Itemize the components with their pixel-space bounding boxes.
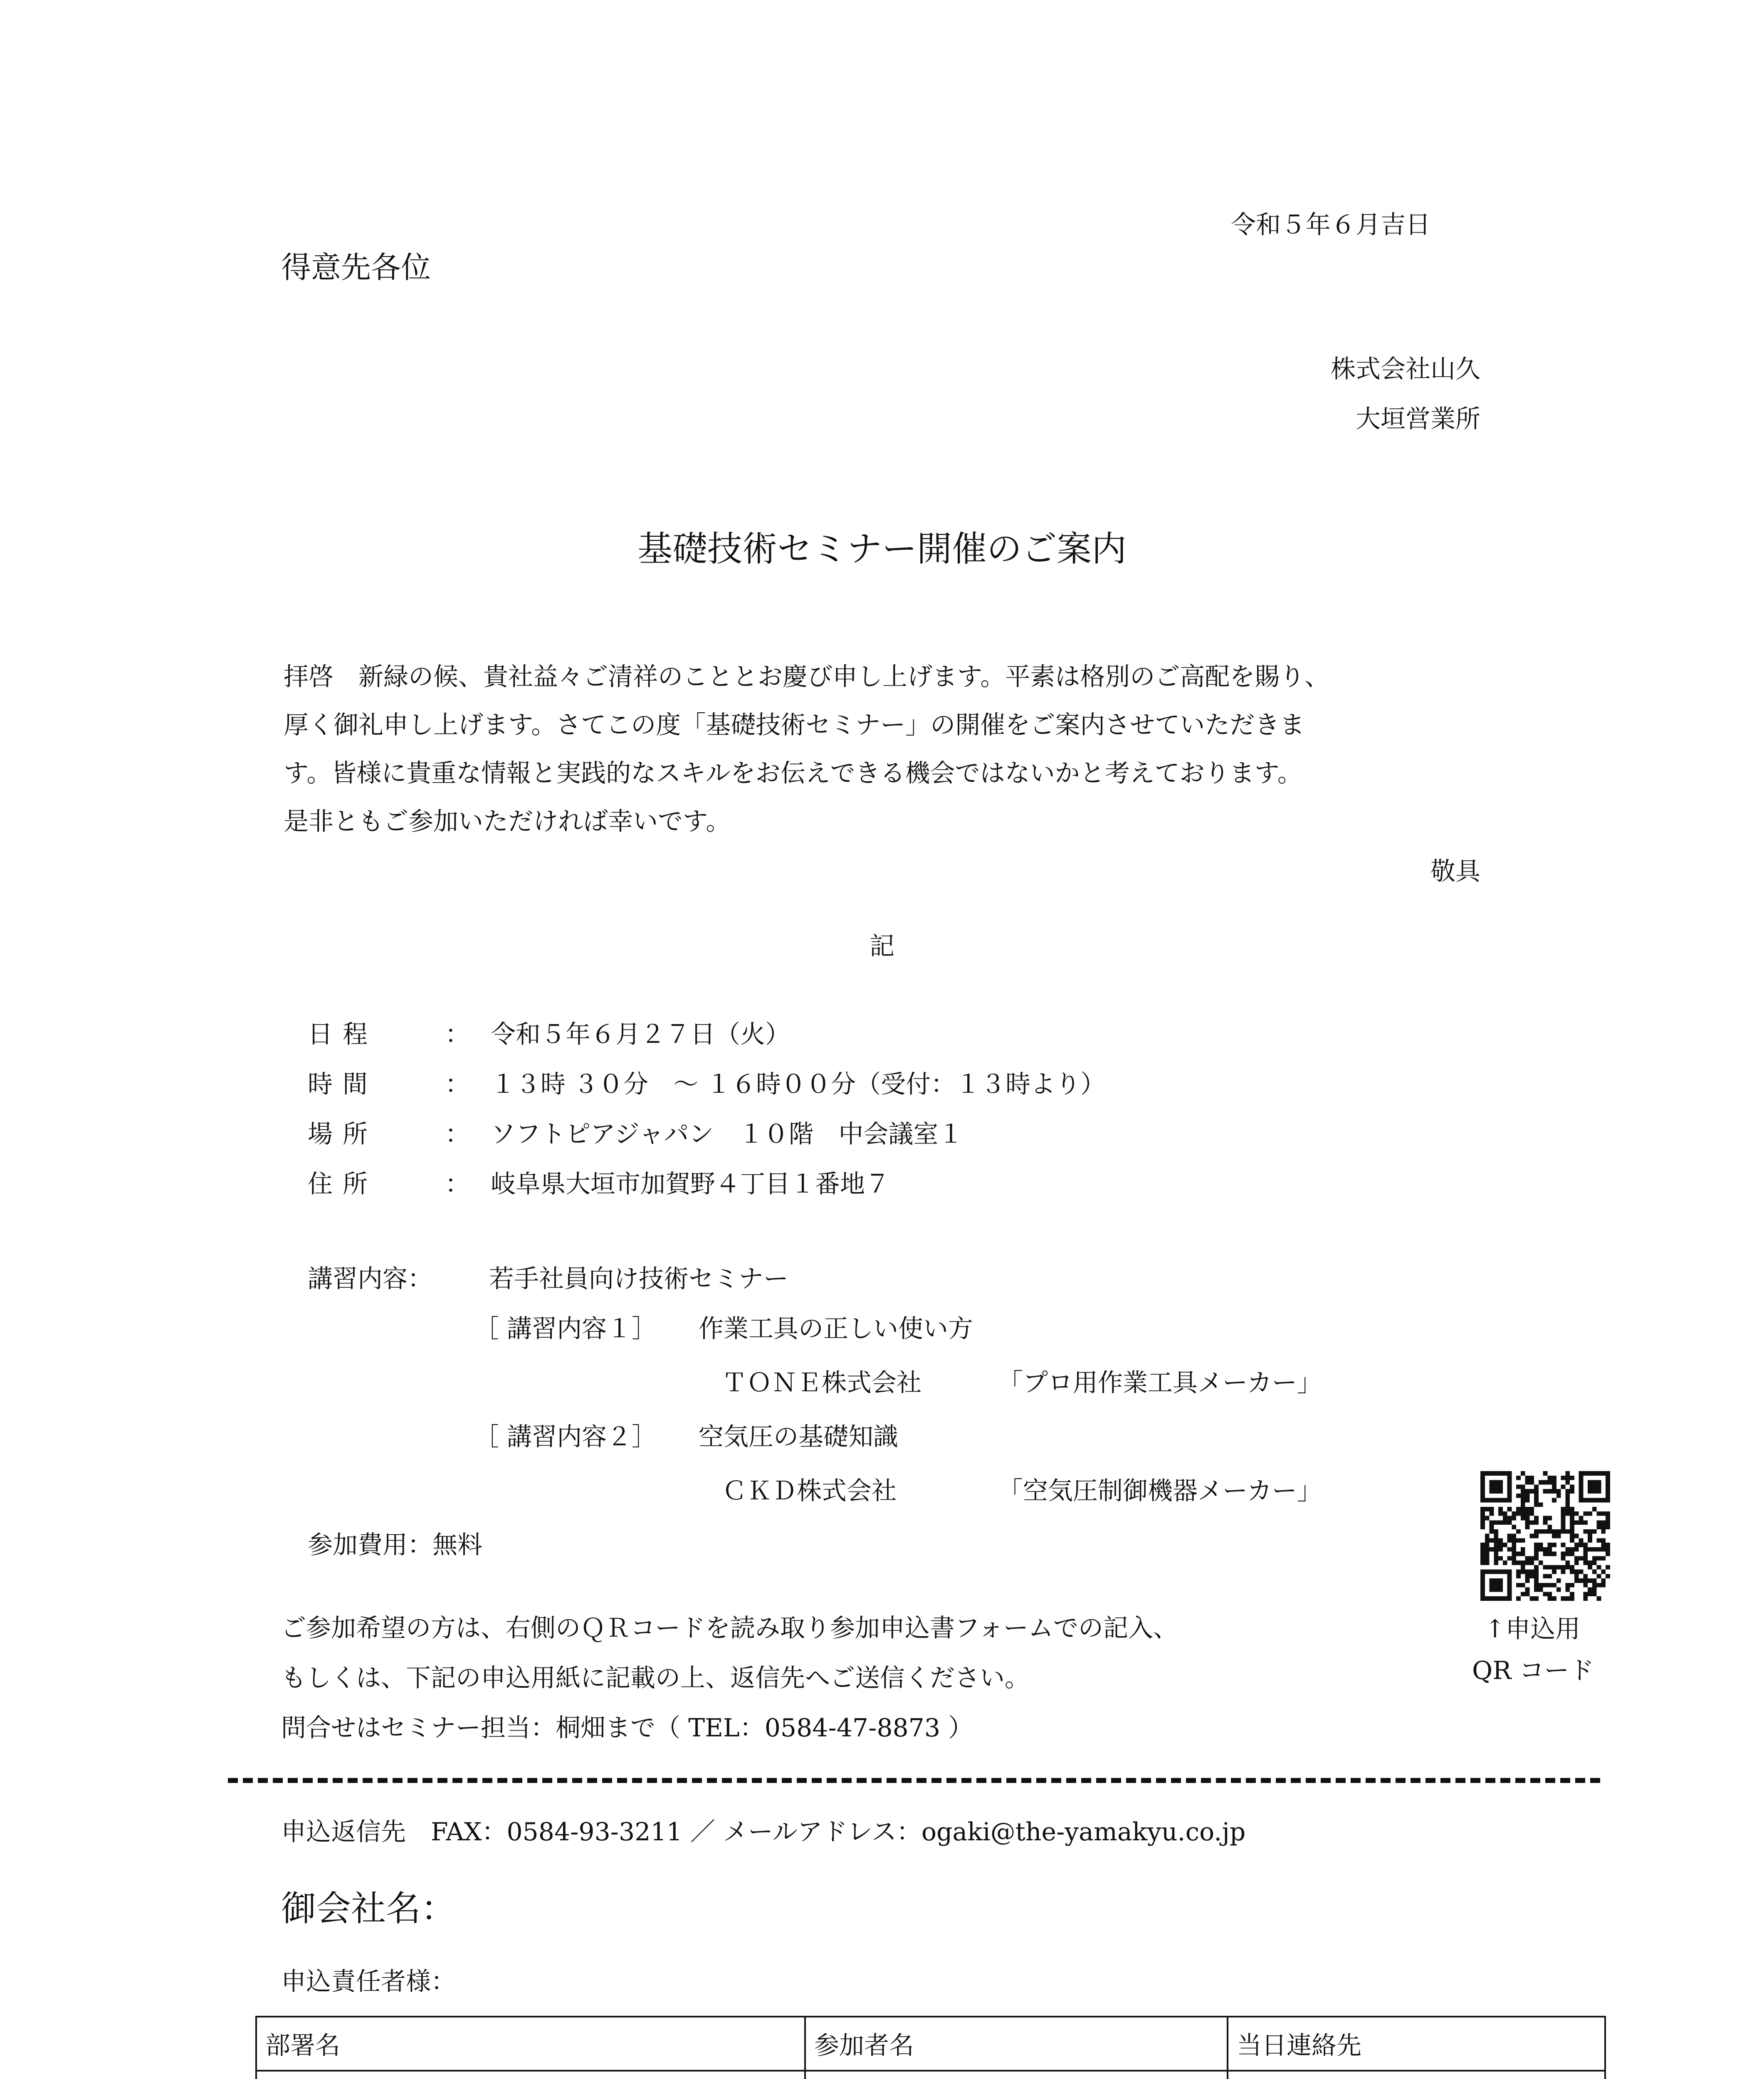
detail-schedule-colon: ：	[445, 1020, 470, 1049]
detail-place	[308, 1114, 963, 1150]
course-label: 講習内容：	[308, 1264, 432, 1294]
detail-schedule-label: 日程	[308, 1020, 378, 1049]
course-value: 若手社員向け技術セミナー	[489, 1264, 788, 1294]
detail-schedule-value: 令和５年６月２７日（火）	[491, 1020, 790, 1049]
table-row	[256, 2071, 1605, 2079]
apply-line-3: 問合せはセミナー担当：桐畑まで（ TEL：0584-47-8873 ）	[281, 1714, 973, 1743]
detail-address	[308, 1164, 890, 1200]
reply-to-line: 申込返信先 FAX：0584-93-3211 ／ メールアドレス：ogaki@the-yamakyu.co.jp	[281, 1817, 1246, 1847]
department-cell[interactable]	[256, 2071, 805, 2079]
ki-heading: 記	[870, 932, 894, 961]
course-item2-company: ＣＫＤ株式会社	[722, 1477, 897, 1506]
letter-line-4: 是非ともご参加いただければ幸いです。	[284, 807, 731, 836]
sender-company: 株式会社山久	[1331, 355, 1480, 384]
table-header-row	[256, 2017, 1605, 2071]
detail-place-label: 場所	[308, 1120, 378, 1149]
column-header-contact: 当日連絡先	[1228, 2017, 1605, 2071]
recipient: 得意先各位	[281, 250, 431, 285]
apply-line-2: もしくは、下記の申込用紙に記載の上、返信先へご送信ください。	[281, 1664, 1030, 1693]
detail-time-colon: ：	[445, 1070, 470, 1099]
course-item1-company: ＴＯＮＥ株式会社	[722, 1368, 922, 1398]
qr-code-icon[interactable]	[1480, 1471, 1610, 1601]
application-table	[255, 2016, 1606, 2079]
responsible-person-label: 申込責任者様：	[281, 1967, 456, 1996]
course-item2-value: 空気圧の基礎知識	[699, 1422, 898, 1452]
letter-line-1: 拝啓 新緑の候、貴社益々ご清祥のこととお慶び申し上げます。平素は格別のご高配を賜り、	[284, 662, 1330, 691]
column-header-participant: 参加者名	[805, 2017, 1228, 2071]
company-name-label: 御会社名：	[281, 1888, 456, 1929]
detail-address-colon: ：	[445, 1170, 470, 1199]
contact-cell[interactable]	[1228, 2071, 1605, 2079]
course-item1-label: ［ 講習内容１］	[474, 1314, 657, 1343]
letter-date: 令和５年６月吉日	[1231, 210, 1430, 240]
detail-address-label: 住所	[308, 1170, 378, 1199]
closing: 敬具	[1430, 857, 1480, 886]
detail-address-value: 岐阜県大垣市加賀野４丁目１番地７	[491, 1170, 890, 1199]
detail-place-colon: ：	[445, 1120, 470, 1149]
apply-line-1: ご参加希望の方は、右側のＱＲコードを読み取り参加申込書フォームでの記入、	[281, 1614, 1178, 1643]
course-item1-value: 作業工具の正しい使い方	[699, 1314, 973, 1343]
fee-line: 参加費用：無料	[308, 1531, 482, 1560]
page-title: 基礎技術セミナー開催のご案内	[637, 528, 1127, 569]
sender-office: 大垣営業所	[1356, 405, 1480, 434]
course-item2-label: ［ 講習内容２］	[474, 1422, 657, 1452]
participant-cell[interactable]	[805, 2071, 1228, 2079]
course-item1-desc: 「プロ用作業工具メーカー」	[998, 1368, 1322, 1398]
qr-caption-1: ↑申込用	[1485, 1615, 1581, 1644]
cut-line-divider	[228, 1778, 1600, 1783]
letter-line-2: 厚く御礼申し上げます。さてこの度「基礎技術セミナー」の開催をご案内させていただきま	[284, 711, 1305, 740]
detail-schedule	[308, 1015, 790, 1050]
qr-caption-2: QR コード	[1472, 1656, 1594, 1685]
letter-line-3: す。皆様に貴重な情報と実践的なスキルをお伝えできる機会ではないかと考えております。	[284, 759, 1302, 788]
column-header-department: 部署名	[256, 2017, 805, 2071]
detail-time	[308, 1064, 1105, 1100]
detail-time-label: 時間	[308, 1070, 378, 1099]
course-item2-desc: 「空気圧制御機器メーカー」	[998, 1477, 1322, 1506]
detail-place-value: ソフトピアジャパン １０階 中会議室１	[491, 1120, 964, 1149]
detail-time-value: １３時 ３０分 ～ １６時００分（受付：１３時より）	[491, 1070, 1106, 1099]
